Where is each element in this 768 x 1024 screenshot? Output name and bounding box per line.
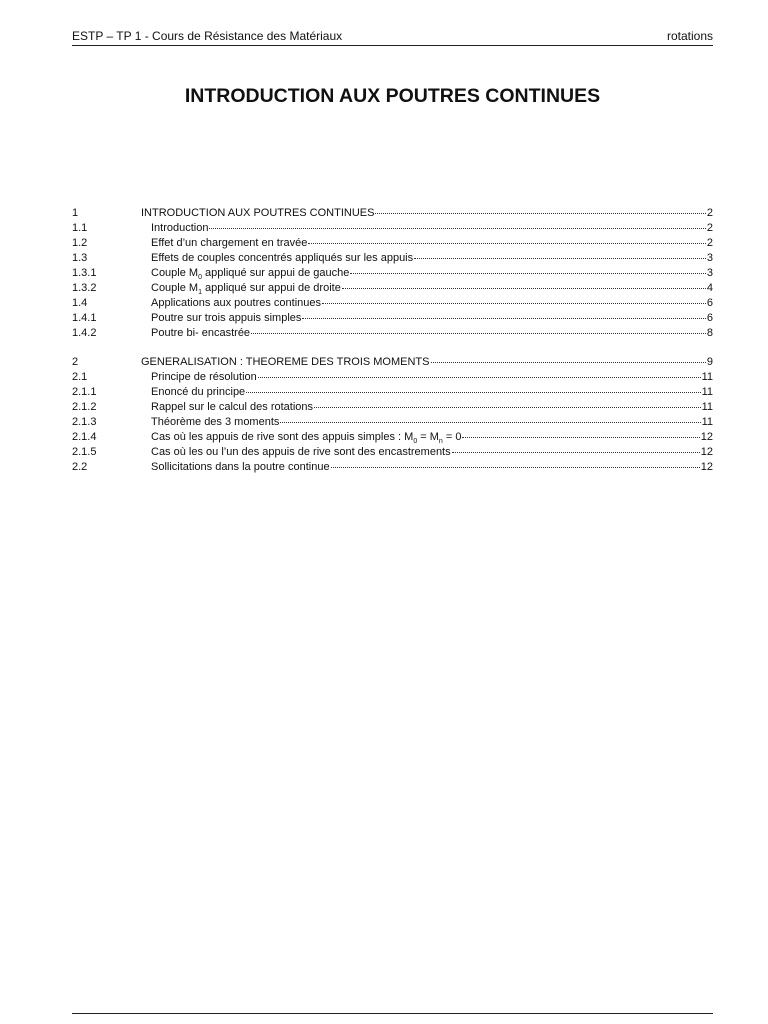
toc-entry-number: 2.1.2 <box>72 401 97 413</box>
toc-entry-page: 3 <box>706 252 713 264</box>
toc-dot-leader <box>308 233 706 244</box>
toc-entry-number: 1.4.1 <box>72 312 97 324</box>
toc-entry-page: 12 <box>700 431 713 443</box>
toc-entry-page: 12 <box>700 446 713 458</box>
toc-entry-title: Rappel sur le calcul des rotations <box>151 401 314 413</box>
toc-entry-page: 4 <box>706 282 713 294</box>
toc-entry-page: 6 <box>706 297 713 309</box>
toc-dot-leader <box>280 412 700 423</box>
toc-entry-page: 9 <box>706 356 713 368</box>
toc-entry-page: 6 <box>706 312 713 324</box>
toc-entry-title: Effets de couples concentrés appliqués sur les appuis <box>151 252 414 264</box>
toc-dot-leader <box>375 203 705 214</box>
toc-entry-page: 11 <box>701 416 713 428</box>
subscript-index: 0 <box>413 438 418 446</box>
page-title: INTRODUCTION AUX POUTRES CONTINUES <box>184 85 601 107</box>
toc-entry-title: Applications aux poutres continues <box>151 297 321 309</box>
toc-entry-page: 2 <box>706 207 713 219</box>
toc-title-text: Couple M <box>151 267 199 279</box>
toc-entry-page: 11 <box>701 371 713 383</box>
toc-entry-title <box>151 281 341 296</box>
toc-entry-number: 1.3.2 <box>72 282 97 294</box>
toc-entry-number: 1.4.2 <box>72 327 97 339</box>
toc-entry[interactable] <box>72 325 713 340</box>
toc-dot-leader <box>350 263 705 274</box>
toc-dot-leader <box>414 248 706 259</box>
toc-dot-leader <box>331 457 700 468</box>
toc-entry-number: 2.1.5 <box>72 446 97 458</box>
toc-entry-number: 1.4 <box>72 297 88 309</box>
toc-dot-leader <box>462 427 699 438</box>
toc-dot-leader <box>258 367 701 378</box>
toc-entry-number: 2 <box>72 356 79 368</box>
page-header <box>72 28 713 46</box>
toc-entry-number: 2.2 <box>72 461 88 473</box>
toc-dot-leader <box>342 278 706 289</box>
toc-entry-number: 1.3 <box>72 252 88 264</box>
toc-title-text: appliqué sur appui de droite <box>201 282 341 294</box>
toc-entry-page: 11 <box>701 401 713 413</box>
toc-entry-page: 8 <box>706 327 713 339</box>
footer-rule <box>72 1013 713 1014</box>
toc-entry-title: Introduction <box>151 222 209 234</box>
header-section-label: rotations <box>666 29 713 43</box>
table-of-contents <box>72 205 713 474</box>
toc-entry-number: 2.1.3 <box>72 416 97 428</box>
toc-entry-title: Cas où les ou l’un des appuis de rive sont des encastrements <box>151 446 451 458</box>
toc-entry-page: 12 <box>700 461 713 473</box>
toc-entry-title: GENERALISATION : THEOREME DES TROIS MOMENTS <box>141 356 430 368</box>
toc-title-text: Couple M <box>151 282 199 294</box>
toc-entry-number: 2.1.4 <box>72 431 97 443</box>
toc-entry-title: Effet d’un chargement en travée <box>151 237 308 249</box>
toc-title-text: appliqué sur appui de gauche <box>201 267 350 279</box>
toc-entry-title <box>151 266 349 281</box>
toc-dot-leader <box>314 397 701 408</box>
toc-entry-number: 2.1.1 <box>72 386 97 398</box>
header-course-title: ESTP – TP 1 - Cours de Résistance des Matériaux <box>72 29 343 43</box>
toc-title-text: = M <box>417 431 439 443</box>
toc-entry-number: 1.1 <box>72 222 88 234</box>
toc-entry-title: INTRODUCTION AUX POUTRES CONTINUES <box>141 207 375 219</box>
toc-entry-title: Poutre sur trois appuis simples <box>151 312 302 324</box>
subscript-index: 1 <box>198 289 202 297</box>
toc-entry-number: 1.2 <box>72 237 88 249</box>
toc-entry-title: Poutre bi- encastrée <box>151 327 251 339</box>
toc-entry-title: Enoncé du principe <box>151 386 246 398</box>
toc-entry-number: 1.3.1 <box>72 267 97 279</box>
toc-dot-leader <box>209 218 705 229</box>
toc-entry-title: Théorème des 3 moments <box>151 416 280 428</box>
toc-entry-number: 2.1 <box>72 371 88 383</box>
subscript-index: n <box>438 438 443 446</box>
toc-entry-page: 2 <box>706 222 713 234</box>
toc-dot-leader <box>431 352 706 363</box>
toc-title-text: Cas où les appuis de rive sont des appuis simples : M <box>151 431 414 443</box>
toc-entry-page: 3 <box>706 267 713 279</box>
toc-dot-leader <box>452 442 700 453</box>
toc-entry-page: 2 <box>706 237 713 249</box>
toc-dot-leader <box>246 382 700 393</box>
toc-dot-leader <box>322 293 706 304</box>
toc-entry-number: 1 <box>72 207 79 219</box>
toc-entry-page: 11 <box>701 386 713 398</box>
toc-dot-leader <box>302 308 705 319</box>
subscript-index: 0 <box>198 274 202 282</box>
toc-dot-leader <box>251 323 706 334</box>
toc-entry-title <box>151 430 461 445</box>
toc-entry-title: Sollicitations dans la poutre continue <box>151 461 330 473</box>
toc-entry-title: Principe de résolution <box>151 371 257 383</box>
toc-title-text: = 0 <box>442 431 462 443</box>
toc-entry[interactable] <box>72 459 713 474</box>
